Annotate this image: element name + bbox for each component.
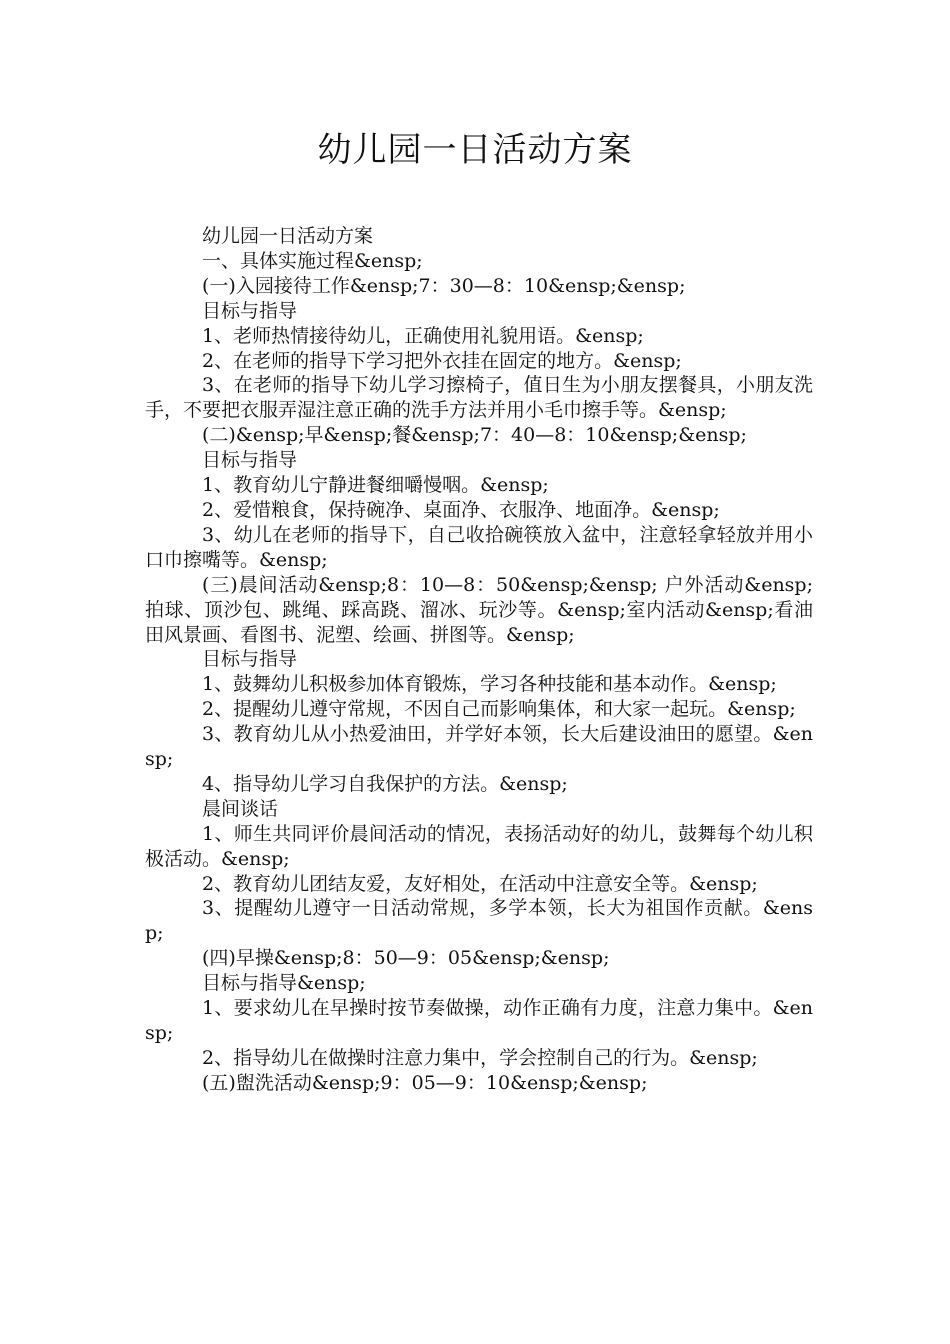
paragraph-goals: 目标与指导&ensp;	[202, 972, 366, 995]
paragraph-item: 2、指导幼儿在做操时注意力集中，学会控制自己的行为。&ensp;	[202, 1046, 758, 1069]
paragraph-item: 1、教育幼儿宁静进餐细嚼慢咽。&ensp;	[202, 474, 549, 497]
paragraph-item: 1、鼓舞幼儿积极参加体育锻炼，学习各种技能和基本动作。&ensp;	[202, 673, 777, 696]
paragraph-morning-activity: (三)晨间活动&ensp;8：10—8：50&ensp;&ensp; 户外活动&ensp;拍球、顶沙包、跳绳、踩高跷、溜冰、玩沙等。&ensp;室内活动&ensp;看油田风景画、看图书、泥塑、绘画、拼图等。&ensp;	[145, 573, 813, 646]
paragraph-goals: 目标与指导	[202, 648, 298, 671]
paragraph-heading: 幼儿园一日活动方案	[202, 225, 374, 247]
document-title: 幼儿园一日活动方案	[317, 130, 633, 170]
paragraph-exercise: (四)早操&ensp;8：50—9：05&ensp;&ensp;	[202, 947, 610, 970]
paragraph-goals: 目标与指导	[202, 449, 298, 472]
paragraph-morning-talk: 晨间谈话	[202, 797, 279, 820]
paragraph-item: 3、提醒幼儿遵守一日活动常规，多学本领，长大为祖国作贡献。&ensp;	[145, 897, 813, 945]
paragraph-item: 1、老师热情接待幼儿，正确使用礼貌用语。&ensp;	[202, 324, 644, 347]
paragraph-item: 2、在老师的指导下学习把外衣挂在固定的地方。&ensp;	[202, 349, 682, 372]
paragraph-goals: 目标与指导	[202, 299, 298, 322]
paragraph-washing: (五)盥洗活动&ensp;9：05—9：10&ensp;&ensp;	[202, 1071, 648, 1094]
paragraph-section-1: 一、具体实施过程&ensp;	[202, 249, 423, 272]
paragraph-item: 3、教育幼儿从小热爱油田，并学好本领，长大后建设油田的愿望。&ensp;	[145, 723, 813, 771]
paragraph-item: 2、爱惜粮食，保持碗净、桌面净、衣服净、地面净。&ensp;	[202, 498, 720, 521]
paragraph-item: 2、教育幼儿团结友爱，友好相处，在活动中注意安全等。&ensp;	[202, 872, 758, 895]
paragraph-item: 3、幼儿在老师的指导下，自己收拾碗筷放入盆中，注意轻拿轻放并用小口巾擦嘴等。&ensp;	[145, 523, 813, 571]
paragraph-item: 2、提醒幼儿遵守常规，不因自己而影响集体，和大家一起玩。&ensp;	[202, 698, 796, 721]
paragraph-item: 1、要求幼儿在早操时按节奏做操，动作正确有力度，注意力集中。&ensp;	[145, 997, 813, 1044]
paragraph-item: 3、在老师的指导下幼儿学习擦椅子，值日生为小朋友摆餐具，小朋友洗手，不要把衣服弄湿注意正确的洗手方法并用小毛巾擦手等。&ensp;	[145, 374, 813, 422]
paragraph-reception: (一)入园接待工作&ensp;7：30—8：10&ensp;&ensp;	[202, 274, 686, 297]
paragraph-item: 4、指导幼儿学习自我保护的方法。&ensp;	[202, 772, 568, 795]
document-body	[145, 224, 813, 1096]
paragraph-breakfast: (二)&ensp;早&ensp;餐&ensp;7：40—8：10&ensp;&ensp;	[202, 424, 747, 447]
paragraph-item: 1、师生共同评价晨间活动的情况，表扬活动好的幼儿，鼓舞每个幼儿积极活动。&ensp;	[145, 822, 813, 870]
